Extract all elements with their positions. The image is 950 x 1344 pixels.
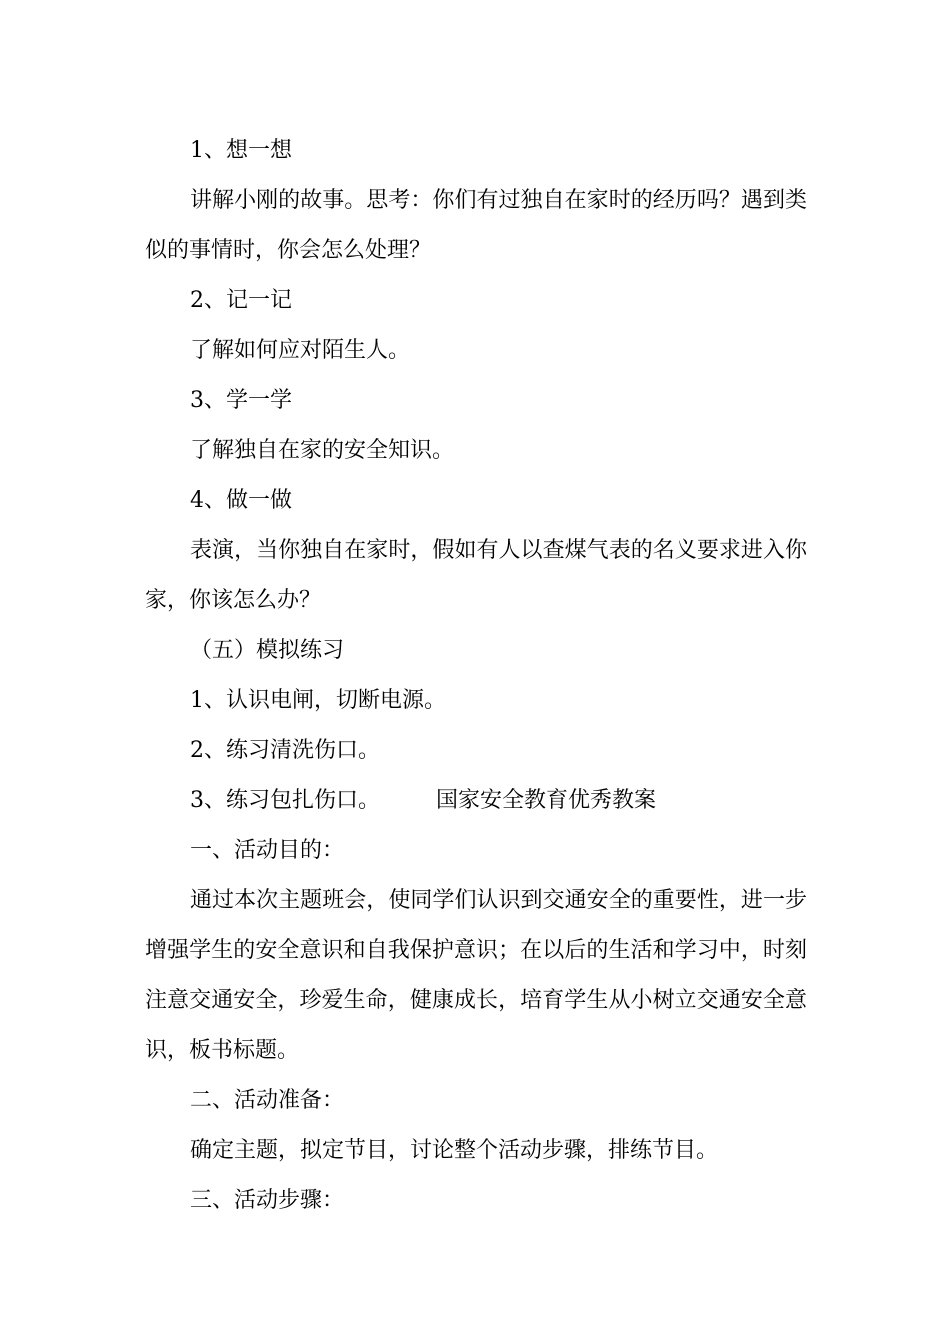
heading-learn: 3、学一学 <box>190 388 292 413</box>
heading-preparation: 二、活动准备： <box>190 1088 345 1113</box>
list-item-clean: 2、练习清洗伤口。 <box>190 738 380 763</box>
paragraph-home-safety: 了解独自在家的安全知识。 <box>190 438 455 463</box>
heading-do: 4、做一做 <box>190 488 292 513</box>
paragraph-story: 讲解小刚的故事。思考：你们有过独自在家时的经历吗？遇到类似的事情时，你会怎么处理？ <box>145 188 807 263</box>
document-title: 国家安全教育优秀教案 <box>436 788 657 813</box>
heading-remember: 2、记一记 <box>190 288 292 313</box>
heading-purpose: 一、活动目的： <box>190 838 345 863</box>
heading-steps: 三、活动步骤： <box>190 1188 345 1213</box>
paragraph-preparation: 确定主题，拟定节目，讨论整个活动步骤，排练节目。 <box>190 1138 719 1163</box>
paragraph-strangers: 了解如何应对陌生人。 <box>190 338 411 363</box>
paragraph-purpose: 通过本次主题班会，使同学们认识到交通安全的重要性，进一步增强学生的安全意识和自我保护意识；在以后的生活和学习中，时刻注意交通安全，珍爱生命，健康成长，培育学生从小树立交通安全意识，板书标题。 <box>145 888 807 1063</box>
heading-practice: （五）模拟练习 <box>190 638 345 663</box>
list-item-bandage-text: 3、练习包扎伤口。 <box>190 788 380 813</box>
list-item-switch: 1、认识电闸，切断电源。 <box>190 688 446 713</box>
list-item-bandage <box>145 776 807 826</box>
heading-think: 1、想一想 <box>190 138 292 163</box>
document-body <box>145 126 807 1226</box>
paragraph-roleplay: 表演，当你独自在家时，假如有人以查煤气表的名义要求进入你家，你该怎么办？ <box>145 538 807 613</box>
